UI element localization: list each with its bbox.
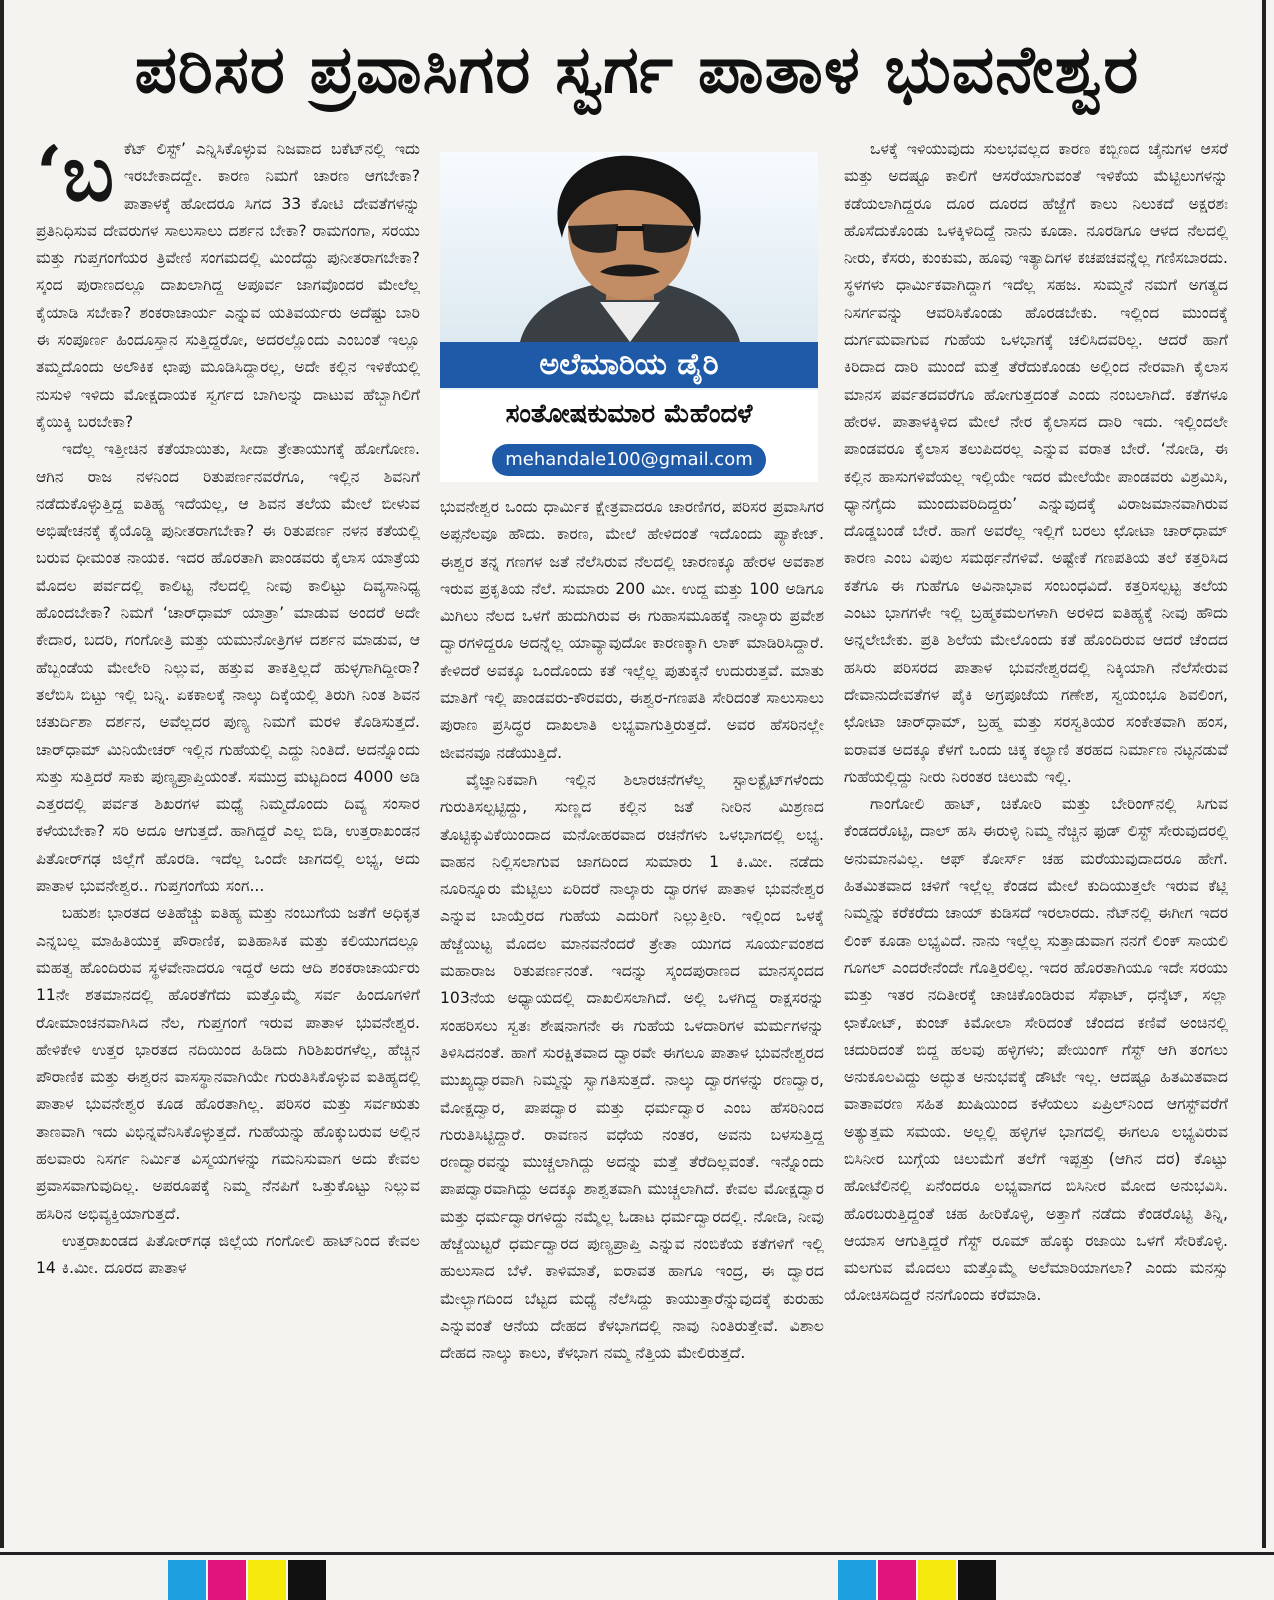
cmyk-swatch-cyan	[168, 1560, 206, 1600]
left-border-rule	[0, 0, 4, 1548]
cmyk-swatch-black	[288, 1560, 326, 1600]
drop-cap: ‘ಬ	[36, 136, 114, 218]
headline: ಪರಿಸರ ಪ್ರವಾಸಿಗರ ಸ್ವರ್ಗ ಪಾತಾಳ ಭುವನೇಶ್ವರ	[134, 31, 1140, 108]
cmyk-swatch-yellow	[918, 1560, 956, 1600]
article-column-3	[844, 136, 1228, 1558]
cmyk-swatch-magenta	[878, 1560, 916, 1600]
paragraph: ಒಳಕ್ಕೆ ಇಳಿಯುವುದು ಸುಲಭವಲ್ಲದ ಕಾರಣ ಕಬ್ಬಿಣದ ಚೈನುಗಳ ಆಸರೆ ಮತ್ತು ಅದಷ್ಟೂ ಕಾಲಿಗೆ ಆಸರೆಯಾಗುವಂತೆ ಇಳಿಕೆಯ ಮೆಟ್ಟಿಲುಗಳನ್ನು ಕಡೆಯಲಾಗಿದ್ದರೂ ದೂರ ದೂರದ ಹೆಜ್ಜೆಗೆ ಕಾಲು ನಿಲುಕದೆ ಅಕ್ಷರಶಃ ಹೊಸೆದುಕೊಂಡು ಒಳಕ್ಕಿಳಿದಿದ್ದೆ ನಾನು ಕೂಡಾ. ನೂರಡಿಗೂ ಆಳದ ನೆಲದಲ್ಲಿ ನೀರು, ಕೆಸರು, ಕುಂಕುಮ, ಹೂವು ಇತ್ಯಾದಿಗಳ ಕಚಪಚವನ್ನೆಲ್ಲ ಗಣಿಸಬಾರದು. ಸ್ಥಳಗಳು ಧಾರ್ಮಿಕವಾಗಿದ್ದಾಗ ಇದೆಲ್ಲ ಸಹಜ. ಸುಮ್ಮನೆ ನಮಗೆ ಅಗತ್ಯದ ನಿಸರ್ಗವನ್ನು ಆವರಿಸಿಕೊಂಡು ಹೊರಡಬೇಕು. ಇಲ್ಲಿಂದ ಮುಂದಕ್ಕೆ ದುರ್ಗಮವಾಗುವ ಗುಹೆಯ ಒಳಭಾಗಕ್ಕೆ ಚಲಿಸಿದವರಿಲ್ಲ. ಆದರೆ ಹಾಗೆ ಕಿರಿದಾದ ದಾರಿ ಮುಂದೆ ಮತ್ತೆ ತೆರೆದುಕೊಂಡು ಅಲ್ಲಿಂದ ನೇರವಾಗಿ ಕೈಲಾಸ ಮಾನಸ ಪರ್ವತದವರೆಗೂ ಹೋಗುತ್ತದಂತೆ ಎಂದು ನಂಬಲಾಗಿದೆ. ಕತೆಗಳೂ ಹೇರಳ. ಪಾತಾಳಕ್ಕಿಳಿದ ಮೇಲೆ ನೇರ ಕೈಲಾಸದ ದಾರಿ ಇದು. ಇಲ್ಲಿಂದಲೇ ಪಾಂಡವರೂ ಕೈಲಾಸ ತಲುಪಿದರಲ್ಲ ಎನ್ನುವ ವರಾತ ಬೇರೆ. ‘ನೋಡಿ, ಈ ಕಲ್ಲಿನ ಹಾಸುಗಳಿವೆಯಲ್ಲ ಇಲ್ಲಿಯೇ ಇದರ ಮೇಲೆಯೇ ಪಾಂಡವರು ವಿಶ್ರಮಿಸಿ, ಧ್ಯಾನಗೈದು ಮುಂದುವರಿದಿದ್ದರು’ ಎನ್ನುವುದಕ್ಕೆ ವಿರಾಜಮಾನವಾಗಿರುವ ದೊಡ್ಡಬಂಡೆ ಬೇರೆ. ಹಾಗೆ ಅವರೆಲ್ಲ ಇಲ್ಲಿಗೆ ಬರಲು ಛೋಟಾ ಚಾರ್‌ಧಾಮ್ ಕಾರಣ ಎಂಬ ವಿಪುಲ ಸಮರ್ಥನೆಗಳಿವೆ. ಅಷ್ಟೇಕೆ ಗಣಪತಿಯ ತಲೆ ಕತ್ತರಿಸಿದ ಕತೆಗೂ ಈ ಗುಹೆಗೂ ಅವಿನಾಭಾವ ಸಂಬಂಧವಿದೆ. ಕತ್ತರಿಸಲ್ಪಟ್ಟ ತಲೆಯ ಎಂಟು ಭಾಗಗಳೇ ಇಲ್ಲಿ ಬ್ರಹ್ಮಕಮಲಗಳಾಗಿ ಅರಳಿದ ಐತಿಹ್ಯಕ್ಕೆ ನೀವು ಹೌದು ಅನ್ನಲೇಬೇಕು. ಪ್ರತಿ ಶಿಲೆಯ ಮೇಲೊಂದು ಕತೆ ಹೊಂದಿರುವ ಆದರೆ ಚೆಂದದ ಹಸಿರು ಪರಿಸರದ ಪಾತಾಳ ಭುವನೇಶ್ವರದಲ್ಲಿ ನಿಕ್ಕಿಯಾಗಿ ನೆಲೆಸೇರುವ ದೇವಾನುದೇವತೆಗಳ ಪೈಕಿ ಅಗ್ರಪೂಜೆಯ ಗಣೇಶ, ಸ್ವಯಂಭೂ ಶಿವಲಿಂಗ, ಛೋಟಾ ಚಾರ್‌ಧಾಮ್, ಬ್ರಹ್ಮ ಮತ್ತು ಸರಸ್ವತಿಯರ ಸಂಕೇತವಾಗಿ ಹಂಸ, ಐರಾವತ ಅದಕ್ಕೂ ಕೆಳಗೆ ಒಂದು ಚಿಕ್ಕ ಕಲ್ಯಾಣಿ ತರಹದ ನಿರ್ಮಾಣ ನಟ್ಟನಡುವೆ ಗುಹೆಯಲ್ಲಿದ್ದು ನೀರು ನಿರಂತರ ಚಿಲುಮೆ ಇಲ್ಲಿ.	[844, 140, 1228, 786]
author-name: ಸಂತೋಷಕುಮಾರ ಮೆಹೆಂದಳೆ	[440, 390, 818, 438]
cmyk-swatch-black	[958, 1560, 996, 1600]
author-email[interactable]: mehandale100@gmail.com	[492, 444, 766, 476]
column-promo-box	[440, 152, 818, 482]
cmyk-swatch-cyan	[838, 1560, 876, 1600]
footer-rule	[0, 1552, 1274, 1555]
paragraph: ಕೆಟ್ ಲಿಸ್ಟ್’ ಎನ್ನಿಸಿಕೊಳ್ಳುವ ನಿಜವಾದ ಬಕೆಟ್‌ನಲ್ಲಿ ಇದು ಇರಬೇಕಾದದ್ದೇ. ಕಾರಣ ನಿಮಗೆ ಚಾರಣ ಆಗಬೇಕಾ? ಪಾತಾಳಕ್ಕೆ ಹೋದರೂ ಸಿಗದ 33 ಕೋಟಿ ದೇವತೆಗಳನ್ನು ಪ್ರತಿನಿಧಿಸುವ ದೇವರುಗಳ ಸಾಲುಸಾಲು ದರ್ಶನ ಬೇಕಾ? ರಾಮಗಂಗಾ, ಸರಯು ಮತ್ತು ಗುಪ್ತಗಂಗೆಯರ ತ್ರಿವೇಣಿ ಸಂಗಮದಲ್ಲಿ ಮಿಂದೆದ್ದು ಪುನೀತರಾಗಬೇಕಾ? ಸ್ಕಂದ ಪುರಾಣದಲ್ಲೂ ದಾಖಲಾಗಿದ್ದ ಅಪೂರ್ವ ಜಾಗವೊಂದರ ಮೇಲೆಲ್ಲ ಕೈಯಾಡಿ ಸಬೇಕಾ? ಶಂಕರಾಚಾರ್ಯ ಎನ್ನುವ ಯತಿವರ್ಯರು ಅದೆಷ್ಟು ಬಾರಿ ಈ ಸಂಪೂರ್ಣ ಹಿಂದೂಸ್ತಾನ ಸುತ್ತಿದ್ದರೋ, ಅದರಲ್ಲೊಂದು ಎಂಬಂತೆ ಇಲ್ಲೂ ತಮ್ಮದೊಂದು ಅಲೌಕಿಕ ಛಾಪು ಮೂಡಿಸಿದ್ದಾರಲ್ಲ, ಅದೇ ಕಲ್ಲಿನ ಇಳಿಕೆಯಲ್ಲಿ ನುಸುಳಿ ಇಳಿದು ಮೋಕ್ಷದಾಯಕ ಸ್ವರ್ಗದ ಬಾಗಿಲನ್ನು ದಾಟುವ ಹೆಬ್ಬಾಗಿಲಿಗೆ ಕೈಯಿಕ್ಕಿ ಬರಬೇಕಾ?	[36, 140, 420, 431]
author-portrait-image	[440, 152, 818, 342]
paragraph: ಗಾಂಗೋಲಿ ಹಾಟ್, ಚಿಕೋರಿ ಮತ್ತು ಬೇರಿಂಗ್‌ನಲ್ಲಿ ಸಿಗುವ ಕೆಂಡದರೊಟ್ಟಿ, ದಾಲ್ ಹಸಿ ಈರುಳ್ಳಿ ನಿಮ್ಮ ನೆಚ್ಚಿನ ಫುಡ್ ಲಿಸ್ಟ್ ಸೇರುವುದರಲ್ಲಿ ಅನುಮಾನವಿಲ್ಲ. ಆಫ್ ಕೋರ್ಸ್ ಚಹ ಮರೆಯುವುದಾದರೂ ಹೇಗೆ. ಹಿತಮಿತವಾದ ಚಳಿಗೆ ಇಲ್ಲೆಲ್ಲ ಕೆಂಡದ ಮೇಲೆ ಕುದಿಯುತ್ತಲೇ ಇರುವ ಕೆಟ್ಲಿ ನಿಮ್ಮನ್ನು ಕರೆಕರೆದು ಚಾಯ್ ಕುಡಿಸದೆ ಇರಲಾರದು. ನೆಟ್‌ನಲ್ಲಿ ಈಗೀಗ ಇದರ ಲಿಂಕ್ ಕೂಡಾ ಲಭ್ಯವಿದೆ. ನಾನು ಇಲ್ಲೆಲ್ಲ ಸುತ್ತಾಡುವಾಗ ನನಗೆ ಲಿಂಕ್ ಸಾಯಲಿ ಗೂಗಲ್ ಎಂದರೇನೆಂದೇ ಗೊತ್ತಿರಲಿಲ್ಲ. ಇದರ ಹೊರತಾಗಿಯೂ ಇದೇ ಸರಯು ಮತ್ತು ಇತರ ನದಿತೀರಕ್ಕೆ ಚಾಚಿಕೊಂಡಿರುವ ಸೆಫಾಟ್, ಧನ್ಕೆಟ್, ಸಲ್ಲಾ ಛಾಕೋಟ್, ಕುಂಜ್ ಕಿಮೋಲಾ ಸೇರಿದಂತೆ ಚೆಂದದ ಕಣಿವೆ ಅಂಚಿನಲ್ಲಿ ಚದುರಿದಂತೆ ಬಿದ್ದ ಹಲವು ಹಳ್ಳಿಗಳು; ಪೇಯಿಂಗ್ ಗೆಸ್ಟ್ ಆಗಿ ತಂಗಲು ಅನುಕೂಲವಿದ್ದು ಅದ್ಭುತ ಅನುಭವಕ್ಕೆ ಡೌಟೇ ಇಲ್ಲ. ಆದಷ್ಟೂ ಹಿತಮಿತವಾದ ವಾತಾವರಣ ಸಹಿತ ಖುಷಿಯಿಂದ ಕಳೆಯಲು ಏಪ್ರಿಲ್‌ನಿಂದ ಆಗಸ್ಟ್‌ವರೆಗೆ ಅತ್ಯುತ್ತಮ ಸಮಯ. ಅಲ್ಲಲ್ಲಿ ಹಳ್ಳಿಗಳ ಭಾಗದಲ್ಲಿ ಈಗಲೂ ಲಭ್ಯವಿರುವ ಬಿಸಿನೀರ ಬುಗ್ಗೆಯ ಚಿಲುಮೆಗೆ ತಲೆಗೆ ಇಪ್ಪತ್ತು (ಆಗಿನ ದರ) ಕೊಟ್ಟು ಹೋಟೆಲಿನಲ್ಲಿ ಏನೆಂದರೂ ಲಭ್ಯವಾಗದ ಬಿಸಿನೀರ ಮೋದ ಅನುಭವಿಸಿ. ಹೊರಬರುತ್ತಿದ್ದಂತೆ ಚಹ ಹೀರಿಕೊಳ್ಳಿ, ಅತ್ತಾಗೆ ನಡೆದು ಕೆಂಡರೊಟ್ಟಿ ತಿನ್ನಿ, ಆಯಾಸ ಆಗುತ್ತಿದ್ದರೆ ಗೆಸ್ಟ್ ರೂಮ್ ಹೊಕ್ಕು ರಜಾಯಿ ಒಳಗೆ ಸೇರಿಕೊಳ್ಳಿ. ಮಲಗುವ ಮೊದಲು ಮತ್ತೊಮ್ಮೆ ಅಲೆಮಾರಿಯಾಗಲಾ? ಎಂದು ಮನಸ್ಸು ಯೋಚಿಸದಿದ್ದರೆ ನನಗೊಂದು ಕರೆಮಾಡಿ.	[844, 795, 1228, 1305]
cmyk-swatch-magenta	[208, 1560, 246, 1600]
column-name-banner: ಅಲೆಮಾರಿಯ ಡೈರಿ	[440, 342, 818, 388]
cmyk-swatch-yellow	[248, 1560, 286, 1600]
paragraph: ಉತ್ತರಾಖಂಡದ ಪಿತೋರ್‌ಗಢ ಜಿಲ್ಲೆಯ ಗಂಗೋಲಿ ಹಾಟ್‌ನಿಂದ ಕೇವಲ 14 ಕಿ.ಮೀ. ದೂರದ ಪಾತಾಳ	[36, 1231, 420, 1278]
article-column-2	[440, 494, 824, 1558]
email-row	[440, 438, 818, 482]
paragraph: ಭುವನೇಶ್ವರ ಒಂದು ಧಾರ್ಮಿಕ ಕ್ಷೇತ್ರವಾದರೂ ಚಾರಣಿಗರ, ಪರಿಸರ ಪ್ರವಾಸಿಗರ ಅಪ್ಪನೆಲವೂ ಹೌದು. ಕಾರಣ, ಮೇಲೆ ಹೇಳಿದಂತೆ ಇದೊಂದು ಪ್ಯಾಕೇಜ್. ಈಶ್ವರ ತನ್ನ ಗಣಗಳ ಜತೆ ನೆಲೆಸಿರುವ ನೆಲದಲ್ಲಿ ಚಾರಣಕ್ಕೂ ಹೇರಳ ಅವಕಾಶ ಇರುವ ಪ್ರಕೃತಿಯ ನೆಲೆ. ಸುಮಾರು 200 ಮೀ. ಉದ್ದ ಮತ್ತು 100 ಅಡಿಗೂ ಮಿಗಿಲು ನೆಲದ ಒಳಗೆ ಹುದುಗಿರುವ ಈ ಗುಹಾಸಮೂಹಕ್ಕೆ ನಾಲ್ಕಾರು ಪ್ರವೇಶ ದ್ವಾರಗಳಿದ್ದರೂ ಅದನ್ನೆಲ್ಲ ಯಾವ್ಯಾವುದೋ ಕಾರಣಕ್ಕಾಗಿ ಲಾಕ್ ಮಾಡಿರಿಸಿದ್ದಾರೆ. ಕೇಳಿದರೆ ಅವಕ್ಕೂ ಒಂದೊಂದು ಕತೆ ಇಲ್ಲೆಲ್ಲ ಪುತುಕ್ಕನೆ ಉದುರುತ್ತವೆ. ಮಾತು ಮಾತಿಗೆ ಇಲ್ಲಿ ಪಾಂಡವರು-ಕೌರವರು, ಈಶ್ವರ-ಗಣಪತಿ ಸೇರಿದಂತೆ ಸಾಲುಸಾಲು ಪುರಾಣ ಪ್ರಸಿದ್ಧರ ದಾಖಲಾತಿ ಲಭ್ಯವಾಗುತ್ತಿರುತ್ತದೆ. ಅವರ ಹೆಸರಿನಲ್ಲೇ ಜೀವನವೂ ನಡೆಯುತ್ತಿದೆ.	[440, 498, 824, 762]
paragraph: ಬಹುಶಃ ಭಾರತದ ಅತಿಹೆಚ್ಚು ಐತಿಹ್ಯ ಮತ್ತು ನಂಬುಗೆಯ ಜತೆಗೆ ಅಧಿಕೃತ ಎನ್ನಬಲ್ಲ ಮಾಹಿತಿಯುಕ್ತ ಪೌರಾಣಿಕ, ಐತಿಹಾಸಿಕ ಮತ್ತು ಕಲಿಯುಗದಲ್ಲೂ ಮಹತ್ವ ಹೊಂದಿರುವ ಸ್ಥಳವೇನಾದರೂ ಇದ್ದರೆ ಅದು ಆದಿ ಶಂಕರಾಚಾರ್ಯರು 11ನೇ ಶತಮಾನದಲ್ಲಿ ಹೊರತೆಗೆದು ಮತ್ತೊಮ್ಮೆ ಸರ್ವ ಹಿಂದೂಗಳಿಗೆ ರೋಮಾಂಚನವಾಗಿಸಿದ ನೆಲ, ಗುಪ್ತಗಂಗೆ ಇರುವ ಪಾತಾಳ ಭುವನೇಶ್ವರ. ಹೇಳಿಕೇಳಿ ಉತ್ತರ ಭಾರತದ ನದಿಯಿಂದ ಹಿಡಿದು ಗಿರಿಶಿಖರಗಳೆಲ್ಲ, ಹೆಚ್ಚಿನ ಪೌರಾಣಿಕ ಮತ್ತು ಈಶ್ವರನ ವಾಸಸ್ಥಾನವಾಗಿಯೇ ಗುರುತಿಸಿಕೊಳ್ಳುವ ಐತಿಹ್ಯದಲ್ಲಿ ಪಾತಾಳ ಭುವನೇಶ್ವರ ಕೂಡ ಹೊರತಾಗಿಲ್ಲ. ಪರಿಸರ ಮತ್ತು ಸರ್ವಋತು ತಾಣವಾಗಿ ಇದು ವಿಭಿನ್ನವೆನಿಸಿಕೊಳ್ಳುತ್ತದೆ. ಗುಹೆಯನ್ನು ಹೊಕ್ಕುಬರುವ ಅಲ್ಲಿನ ಹಲವಾರು ನಿಸರ್ಗ ನಿರ್ಮಿತ ವಿಸ್ಮಯಗಳನ್ನು ಗಮನಿಸುವಾಗ ಅದು ಕೇವಲ ಪ್ರವಾಸವಾಗುವುದಿಲ್ಲ. ಅಪರೂಪಕ್ಕೆ ನಿಮ್ಮ ನೆನಪಿಗೆ ಒತ್ತುಕೊಟ್ಟು ನಿಲ್ಲುವ ಹಸಿರಿನ ಅಭಿವ್ಯಕ್ತಿಯಾಗುತ್ತದೆ.	[36, 904, 420, 1223]
article-column-1	[36, 136, 420, 1558]
paragraph: ವೈಜ್ಞಾನಿಕವಾಗಿ ಇಲ್ಲಿನ ಶಿಲಾರಚನೆಗಳೆಲ್ಲ ಸ್ಟಾಲಕ್ಟೈಟ್‌ಗಳೆಂದು ಗುರುತಿಸಲ್ಪಟ್ಟಿದ್ದು, ಸುಣ್ಣದ ಕಲ್ಲಿನ ಜತೆ ನೀರಿನ ಮಿಶ್ರಣದ ತೊಟ್ಟಿಕ್ಕುವಿಕೆಯಿಂದಾದ ಮನೋಹರವಾದ ರಚನೆಗಳು ಒಳಭಾಗದಲ್ಲಿ ಲಭ್ಯ. ವಾಹನ ನಿಲ್ಲಿಸಲಾಗುವ ಜಾಗದಿಂದ ಸುಮಾರು 1 ಕಿ.ಮೀ. ನಡೆದು ನೂರಿನ್ನೂರು ಮೆಟ್ಟಿಲು ಏರಿದರೆ ನಾಲ್ಕಾರು ದ್ವಾರಗಳ ಪಾತಾಳ ಭುವನೇಶ್ವರ ಎನ್ನುವ ಬಾಯ್ತೆರದ ಗುಹೆಯ ಎದುರಿಗೆ ನಿಲ್ಲುತ್ತೀರಿ. ಇಲ್ಲಿಂದ ಒಳಕ್ಕೆ ಹೆಜ್ಜೆಯಿಟ್ಟ ಮೊದಲ ಮಾನವನೆಂದರೆ ತ್ರೇತಾ ಯುಗದ ಸೂರ್ಯವಂಶದ ಮಹಾರಾಜ ರಿತುಪರ್ಣನಂತೆ. ಇದನ್ನು ಸ್ಕಂದಪುರಾಣದ ಮಾನಸ್ಕಂದದ 103ನೆಯ ಅಧ್ಯಾಯದಲ್ಲಿ ದಾಖಲಿಸಲಾಗಿದೆ. ಅಲ್ಲಿ ಒಳಗಿದ್ದ ರಾಕ್ಷಸರನ್ನು ಸಂಹರಿಸಲು ಸ್ವತಃ ಶೇಷನಾಗನೇ ಈ ಗುಹೆಯ ಒಳದಾರಿಗಳ ಮರ್ಮಗಳನ್ನು ತಿಳಿಸಿದನಂತೆ. ಹಾಗೆ ಸುರಕ್ಷಿತವಾದ ದ್ವಾರವೇ ಈಗಲೂ ಪಾತಾಳ ಭುವನೇಶ್ವರದ ಮುಖ್ಯದ್ವಾರವಾಗಿ ನಿಮ್ಮನ್ನು ಸ್ವಾಗತಿಸುತ್ತದೆ. ನಾಲ್ಕು ದ್ವಾರಗಳನ್ನು ರಣದ್ವಾರ, ಮೋಕ್ಷದ್ವಾರ, ಪಾಪದ್ವಾರ ಮತ್ತು ಧರ್ಮದ್ವಾರ ಎಂಬ ಹೆಸರಿನಿಂದ ಗುರುತಿಸಿಟ್ಟಿದ್ದಾರೆ. ರಾವಣನ ವಧೆಯ ನಂತರ, ಅವನು ಬಳಸುತ್ತಿದ್ದ ರಣದ್ವಾರವನ್ನು ಮುಚ್ಚಲಾಗಿದ್ದು ಅದನ್ನು ಮತ್ತೆ ತೆರೆದಿಲ್ಲವಂತೆ. ಇನ್ನೊಂದು ಪಾಪದ್ವಾರವಾಗಿದ್ದು ಅದಕ್ಕೂ ಶಾಶ್ವತವಾಗಿ ಮುಚ್ಚಲಾಗಿದೆ. ಕೇವಲ ಮೋಕ್ಷದ್ವಾರ ಮತ್ತು ಧರ್ಮದ್ವಾರಗಳಿದ್ದು ನಮ್ಮೆಲ್ಲ ಓಡಾಟ ಧರ್ಮದ್ವಾರದಲ್ಲಿ. ನೋಡಿ, ನೀವು ಹೆಜ್ಜೆಯಿಟ್ಟರೆ ಧರ್ಮದ್ವಾರದ ಪುಣ್ಯಪ್ರಾಪ್ತಿ ಎನ್ನುವ ನಂಬಿಕೆಯ ಕತೆಗಳಿಗೆ ಇಲ್ಲಿ ಹುಲುಸಾದ ಬೆಳೆ. ಕಾಳಿಮಾತೆ, ಐರಾವತ ಹಾಗೂ ಇಂದ್ರ, ಈ ದ್ವಾರದ ಮೇಲ್ಭಾಗದಿಂದ ಬೆಟ್ಟದ ಮಧ್ಯೆ ನೆಲೆಸಿದ್ದು ಕಾಯುತ್ತಾರೆನ್ನುವುದಕ್ಕೆ ಕುರುಹು ಎನ್ನುವಂತೆ ಆನೆಯ ದೇಹದ ಕೆಳಭಾಗದಲ್ಲಿ ನಾವು ನಿಂತಿರುತ್ತೇವೆ. ವಿಶಾಲ ದೇಹದ ನಾಲ್ಕು ಕಾಲು, ಕೆಳಭಾಗ ನಮ್ಮ ನೆತ್ತಿಯ ಮೇಲಿರುತ್ತದೆ.	[440, 770, 824, 1363]
right-border-rule	[1262, 0, 1266, 1548]
paragraph: ಇದೆಲ್ಲ ಇತ್ತೀಚಿನ ಕತೆಯಾಯಿತು, ಸೀದಾ ತ್ರೇತಾಯುಗಕ್ಕೆ ಹೋಗೋಣ. ಆಗಿನ ರಾಜ ನಳನಿಂದ ರಿತುಪರ್ಣನವರೆಗೂ, ಇಲ್ಲಿನ ಶಿವನಿಗೆ ನಡೆದುಕೊಳ್ಳುತ್ತಿದ್ದ ಐತಿಹ್ಯ ಇದೆಯಲ್ಲ, ಆ ಶಿವನ ತಲೆಯ ಮೇಲೆ ಬೀಳುವ ಅಭಿಷೇಚನಕ್ಕೆ ಕೈಯೊಡ್ಡಿ ಪುನೀತರಾಗಬೇಕಾ? ಈ ರಿತುಪರ್ಣ ನಳನ ಕತೆಯಲ್ಲಿ ಬರುವ ಧೀಮಂತ ನಾಯಕ. ಇದರ ಹೊರತಾಗಿ ಪಾಂಡವರು ಕೈಲಾಸ ಯಾತ್ರೆಯ ಮೊದಲ ಪರ್ವದಲ್ಲಿ ಕಾಲಿಟ್ಟ ನೆಲದಲ್ಲಿ ನೀವು ಕಾಲಿಟ್ಟು ದಿವ್ಯಸಾನಿಧ್ಯ ಹೊಂದಬೇಕಾ? ನಿಮಗೆ ‘ಚಾರ್‌ಧಾಮ್ ಯಾತ್ರಾ’ ಮಾಡುವ ಅಂದರೆ ಅದೇ ಕೇದಾರ, ಬದರಿ, ಗಂಗೋತ್ರಿ ಮತ್ತು ಯಮುನೋತ್ರಿಗಳ ದರ್ಶನ ಮಾಡುವ, ಆ ಹೆಬ್ಬಂಡೆಯ ಮೇಲೇರಿ ನಿಲ್ಲುವ, ಹತ್ತುವ ತಾಕತ್ತಿಲ್ಲದೆ ಹುಳ್ಳಗಾಗಿದ್ದೀರಾ? ತಲೆಬಿಸಿ ಬಿಟ್ಟು ಇಲ್ಲಿ ಬನ್ನಿ. ಏಕಕಾಲಕ್ಕೆ ನಾಲ್ಕು ದಿಕ್ಕೆಯಲ್ಲಿ ತಿರುಗಿ ನಿಂತ ಶಿವನ ಚತುರ್ದಿಶಾ ದರ್ಶನ, ಅವೆಲ್ಲದರ ಪುಣ್ಯ ನಿಮಗೆ ಮರಳಿ ಕೊಡಿಸುತ್ತದೆ. ಚಾರ್‌ಧಾಮ್ ಮಿನಿಯೇಚರ್ ಇಲ್ಲಿನ ಗುಹೆಯಲ್ಲಿ ಎದ್ದು ನಿಂತಿದೆ. ಅದನ್ನೊಂದು ಸುತ್ತು ಸುತ್ತಿದರೆ ಸಾಕು ಪುಣ್ಯಪ್ರಾಪ್ತಿಯಂತೆ. ಸಮುದ್ರ ಮಟ್ಟದಿಂದ 4000 ಅಡಿ ಎತ್ತರದಲ್ಲಿ ಪರ್ವತ ಶಿಖರಗಳ ಮಧ್ಯೆ ನಿಮ್ಮದೊಂದು ದಿವ್ಯ ಸಂಸಾರ ಕಳೆಯಬೇಕಾ? ಸರಿ ಅದೂ ಆಗುತ್ತದೆ. ಹಾಗಿದ್ದರೆ ಎಲ್ಲ ಬಿಡಿ, ಉತ್ತರಾಖಂಡನ ಪಿತೋರ್‌ಗಢ ಜಿಲ್ಲೆಗೆ ಹೊರಡಿ. ಇದೆಲ್ಲ ಒಂದೇ ಜಾಗದಲ್ಲಿ ಲಭ್ಯ, ಅದು ಪಾತಾಳ ಭುವನೇಶ್ವರ.. ಗುಪ್ತಗಂಗೆಯ ಸಂಗ...	[36, 440, 420, 896]
